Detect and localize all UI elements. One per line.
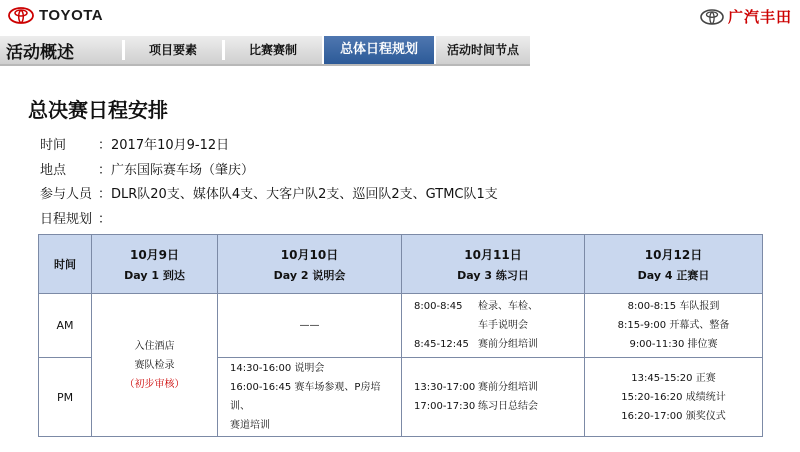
info-value: ：2017年10月9-12日 xyxy=(98,138,230,153)
toyota-wordmark: TOYOTA xyxy=(39,7,104,24)
day4-pm-cell: 13:45-15:20 正赛 15:20-16:20 成绩统计 16:20-17:00 颁奖仪式 xyxy=(585,358,763,437)
table-row-am xyxy=(39,294,763,358)
info-location xyxy=(40,159,254,178)
toyota-logo xyxy=(8,7,103,24)
tab-activity-milestones[interactable]: 活动时间节点 xyxy=(446,43,519,57)
table-header-row xyxy=(39,235,763,294)
tab-overall-schedule[interactable]: 总体日程规划 xyxy=(322,36,436,64)
day1-cell: 入住酒店 赛队检录 （初步审核） xyxy=(92,294,218,437)
header-day4: 10月12日 Day 4 正赛日 xyxy=(585,235,763,294)
day3-pm-cell: 13:30-17:00 赛前分组培训 17:00-17:30 练习日总结会 xyxy=(402,358,585,437)
info-value: ： xyxy=(98,212,112,227)
schedule-table xyxy=(38,234,763,437)
info-label: 地点 xyxy=(40,163,67,178)
header-day1: 10月9日 Day 1 到达 xyxy=(92,235,218,294)
header-day3: 10月11日 Day 3 练习日 xyxy=(402,235,585,294)
toyota-emblem-icon xyxy=(8,7,34,24)
row-label-pm: PM xyxy=(39,358,92,437)
day2-pm-cell: 14:30-16:00 说明会 16:00-16:45 赛车场参观、P房培训、 赛道培训 xyxy=(218,358,402,437)
top-bar xyxy=(0,0,800,32)
info-label: 时间 xyxy=(40,138,67,153)
gac-toyota-logo xyxy=(700,6,792,27)
nav-divider xyxy=(222,40,225,60)
info-label: 日程规划 xyxy=(40,212,93,227)
info-plan xyxy=(40,208,111,227)
toyota-emblem-icon xyxy=(700,9,724,25)
section-title: 活动概述 xyxy=(6,43,74,63)
day4-am-cell: 8:00-8:15 车队报到 8:15-9:00 开幕式、整备 9:00-11:30 排位赛 xyxy=(585,294,763,358)
info-time xyxy=(40,134,229,153)
info-participants xyxy=(40,183,498,202)
row-label-am: AM xyxy=(39,294,92,358)
tab-competition-format[interactable]: 比赛赛制 xyxy=(248,43,297,57)
info-value: ：广东国际赛车场（肇庆） xyxy=(98,163,255,178)
section-nav xyxy=(0,36,530,66)
day2-am-cell: —— xyxy=(218,294,402,358)
nav-divider xyxy=(122,40,125,60)
header-day2: 10月10日 Day 2 说明会 xyxy=(218,235,402,294)
header-time: 时间 xyxy=(39,235,92,294)
info-label: 参与人员 xyxy=(40,187,93,202)
gac-wordmark: 广汽丰田 xyxy=(727,8,792,26)
info-value: ：DLR队20支、媒体队4支、大客户队2支、巡回队2支、GTMC队1支 xyxy=(98,187,498,202)
page-title: 总决赛日程安排 xyxy=(28,98,168,122)
day3-am-cell: 8:00-8:45 检录、车检、 车手说明会 8:45-12:45 赛前分组培训 xyxy=(402,294,585,358)
tab-project-elements[interactable]: 项目要素 xyxy=(148,43,197,57)
